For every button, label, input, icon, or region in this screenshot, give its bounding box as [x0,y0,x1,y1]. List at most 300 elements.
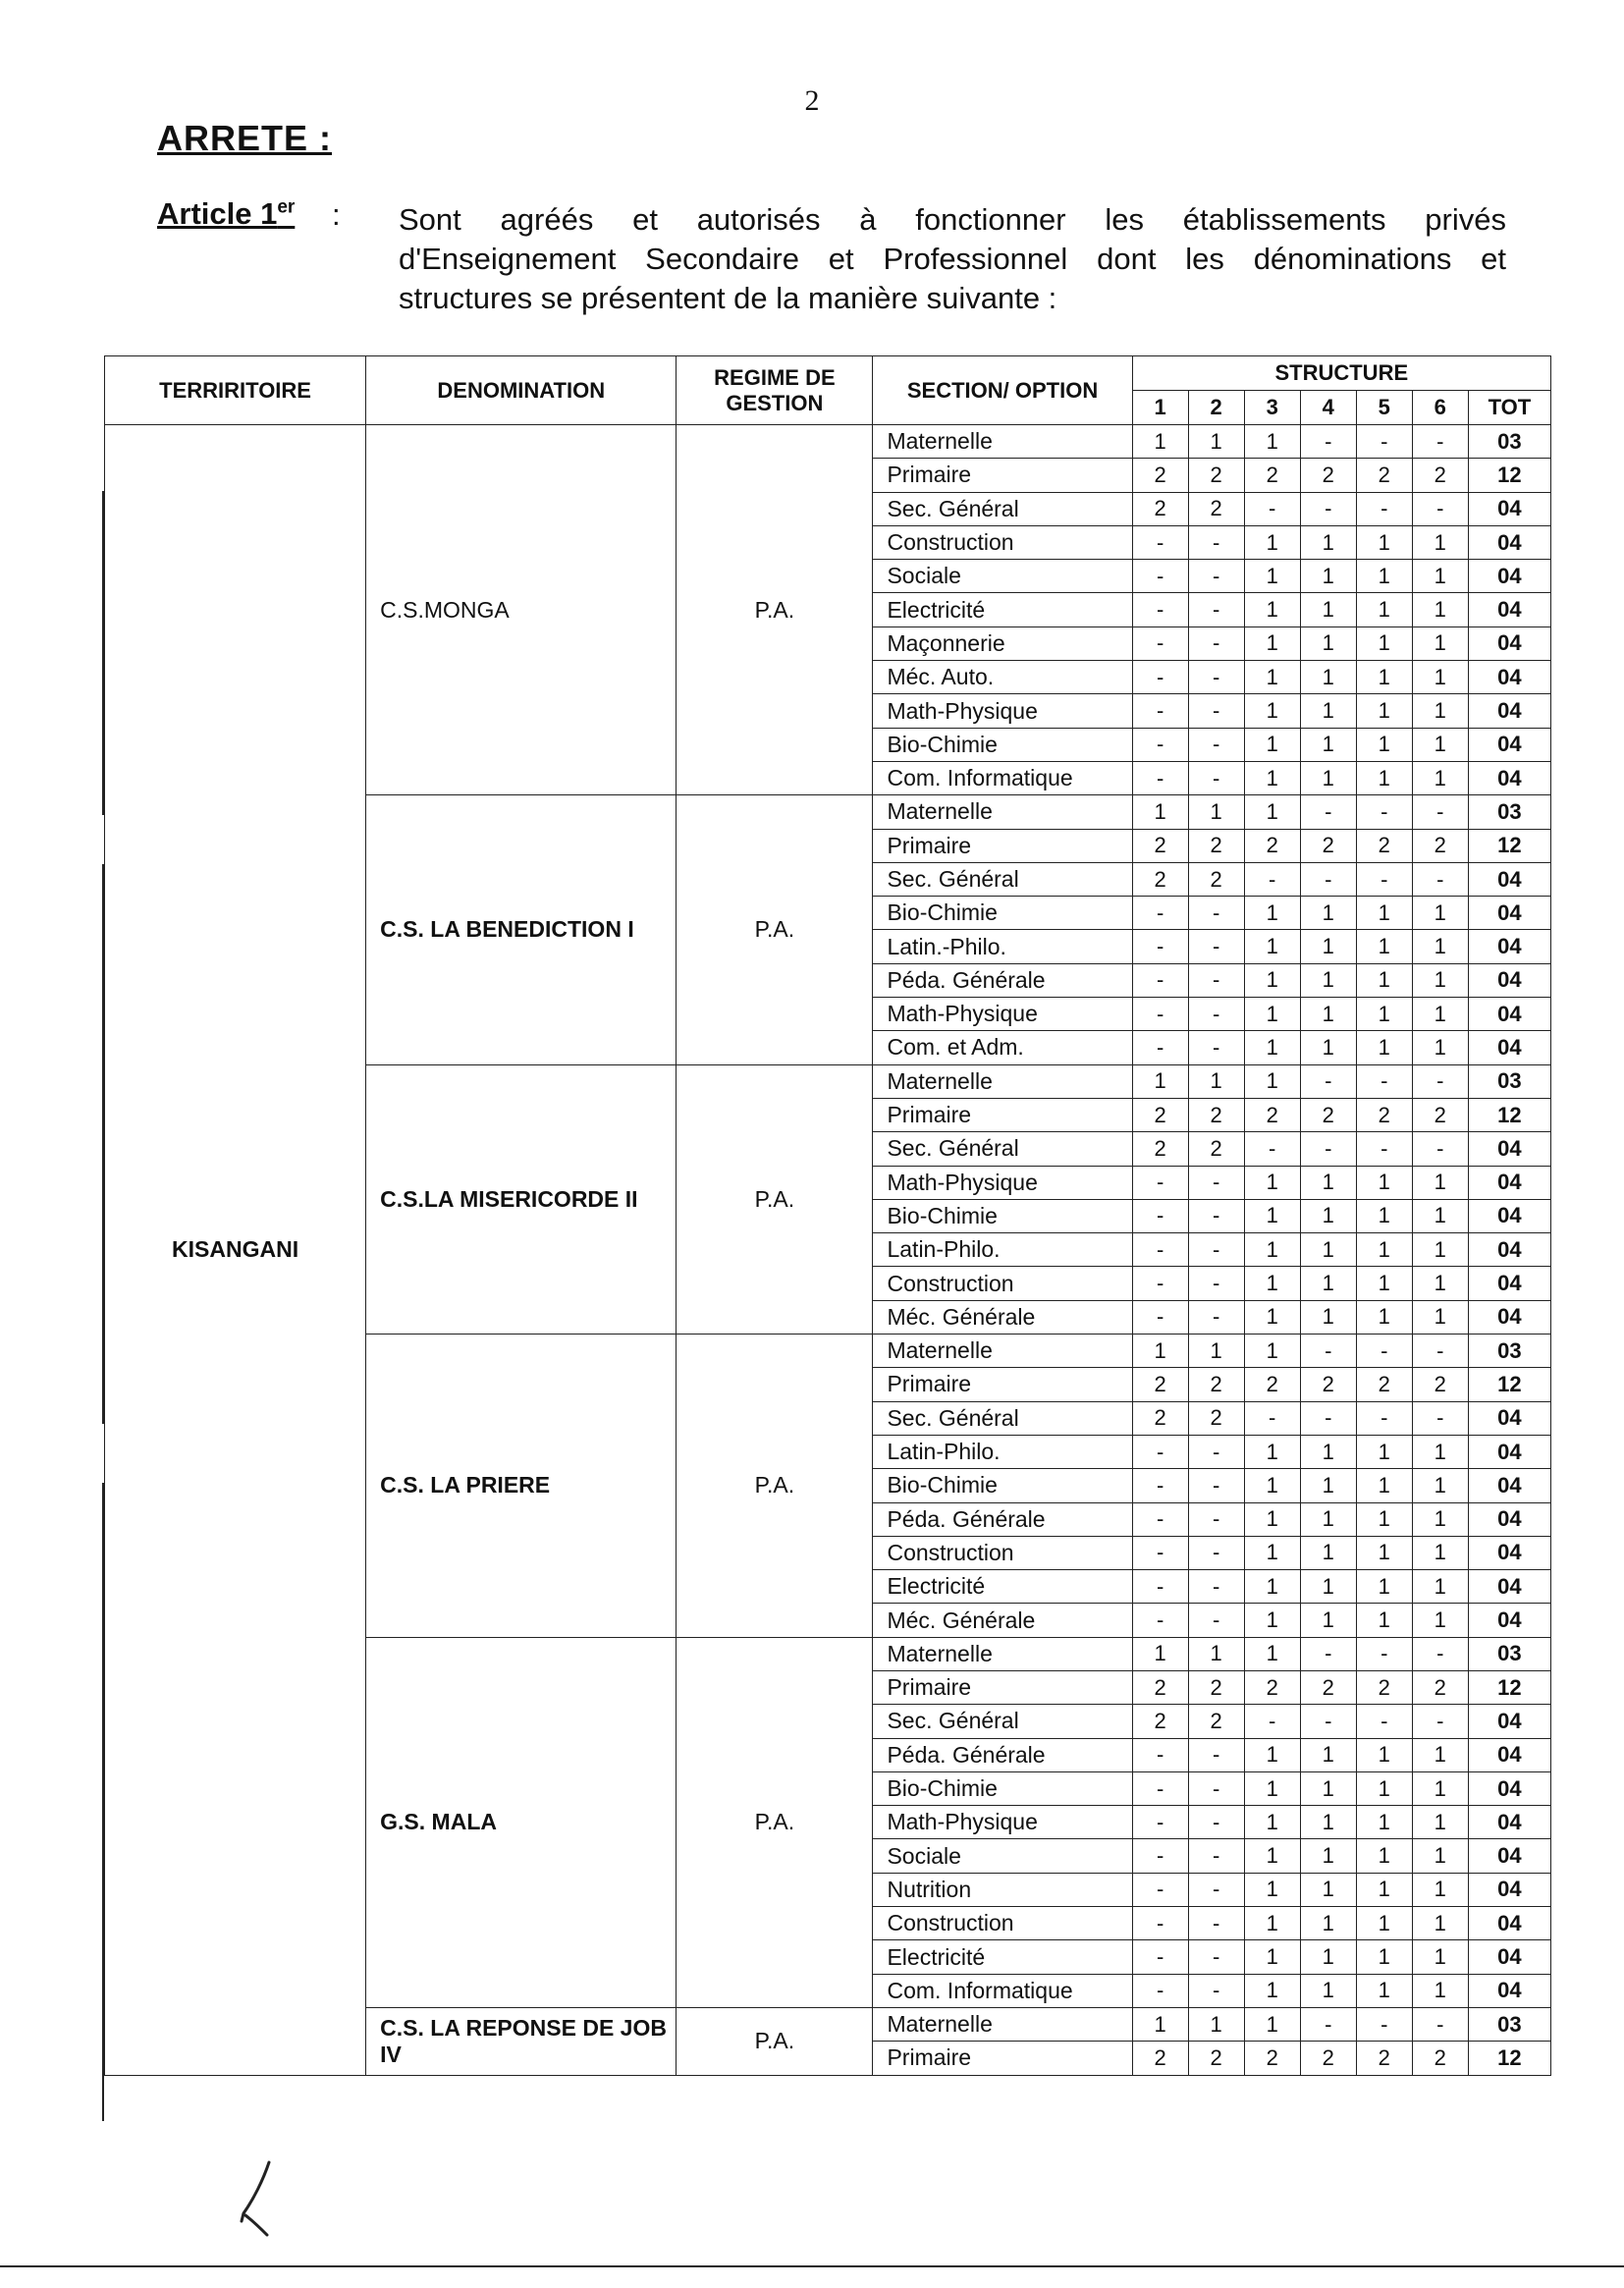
section-cell: Méc. Auto. [873,661,1132,694]
section-cell: Méc. Générale [873,1300,1132,1334]
total-cell: 04 [1468,728,1550,761]
structure-cell-4: 2 [1300,1368,1356,1401]
structure-cell-4: 2 [1300,1098,1356,1131]
article-text-line: Sont agréés et autorisés à fonctionner les établissements privés [399,202,1506,237]
structure-cell-6: 1 [1412,694,1468,728]
section-cell: Maternelle [873,795,1132,829]
structure-cell-6: - [1412,1705,1468,1738]
structure-cell-5: 1 [1356,1771,1412,1805]
structure-cell-3: - [1244,1401,1300,1435]
structure-cell-4: 1 [1300,1199,1356,1232]
structure-cell-4: 1 [1300,897,1356,930]
structure-cell-5: 1 [1356,1502,1412,1536]
total-cell: 12 [1468,1368,1550,1401]
structure-cell-1: 1 [1132,1064,1188,1098]
denomination-cell: G.S. MALA [366,1637,677,2007]
total-cell: 04 [1468,1233,1550,1267]
structure-cell-6: 1 [1412,1233,1468,1267]
structure-cell-2: 2 [1188,1670,1244,1704]
table-row [105,425,1551,459]
structure-cell-2: - [1188,1166,1244,1199]
section-cell: Maternelle [873,1637,1132,1670]
structure-cell-3: - [1244,492,1300,525]
structure-cell-5: 2 [1356,1098,1412,1131]
structure-cell-2: - [1188,1604,1244,1637]
section-cell: Bio-Chimie [873,728,1132,761]
regime-cell: P.A. [677,1637,873,2007]
section-cell: Bio-Chimie [873,897,1132,930]
structure-cell-4: 1 [1300,1974,1356,2007]
article-text [399,200,1506,318]
total-cell: 03 [1468,2007,1550,2041]
total-cell: 04 [1468,593,1550,626]
section-cell: Electricité [873,1940,1132,1974]
total-cell: 04 [1468,1435,1550,1468]
structure-cell-2: 1 [1188,795,1244,829]
structure-cell-2: 2 [1188,829,1244,862]
structure-cell-1: - [1132,1199,1188,1232]
structure-cell-4: 1 [1300,963,1356,997]
article-colon: : [332,197,341,232]
structure-cell-4: - [1300,492,1356,525]
structure-cell-3: 1 [1244,593,1300,626]
structure-cell-4: - [1300,1064,1356,1098]
section-cell: Math-Physique [873,998,1132,1031]
structure-cell-1: - [1132,1974,1188,2007]
structure-cell-4: 1 [1300,1435,1356,1468]
structure-cell-4: 1 [1300,560,1356,593]
total-cell: 12 [1468,2042,1550,2075]
total-cell: 04 [1468,1401,1550,1435]
structure-cell-3: 2 [1244,1098,1300,1131]
structure-cell-5: 2 [1356,829,1412,862]
structure-cell-3: 1 [1244,1974,1300,2007]
section-cell: Com. et Adm. [873,1031,1132,1064]
structure-cell-3: 1 [1244,795,1300,829]
total-cell: 04 [1468,963,1550,997]
structure-cell-6: 1 [1412,525,1468,559]
total-cell: 04 [1468,560,1550,593]
section-cell: Latin-Philo. [873,1233,1132,1267]
total-cell: 04 [1468,1705,1550,1738]
structure-cell-5: - [1356,1705,1412,1738]
structure-cell-3: 1 [1244,728,1300,761]
structure-cell-5: 1 [1356,1974,1412,2007]
structure-cell-2: 2 [1188,1705,1244,1738]
structure-cell-2: - [1188,963,1244,997]
section-cell: Primaire [873,1098,1132,1131]
structure-cell-6: 2 [1412,829,1468,862]
structure-cell-3: 2 [1244,1670,1300,1704]
structure-cell-6: - [1412,2007,1468,2041]
structure-cell-1: - [1132,1570,1188,1604]
section-cell: Com. Informatique [873,1974,1132,2007]
structure-cell-6: - [1412,492,1468,525]
structure-cell-6: 1 [1412,1300,1468,1334]
structure-cell-1: 2 [1132,1098,1188,1131]
structure-cell-3: 1 [1244,2007,1300,2041]
structure-cell-1: - [1132,1435,1188,1468]
structure-cell-6: 1 [1412,1738,1468,1771]
structure-cell-1: - [1132,1806,1188,1839]
structure-cell-1: - [1132,1469,1188,1502]
structure-cell-6: - [1412,1401,1468,1435]
handwritten-initial [234,2158,293,2237]
structure-cell-5: 1 [1356,1469,1412,1502]
structure-cell-4: - [1300,1132,1356,1166]
structure-cell-6: - [1412,1637,1468,1670]
structure-cell-5: - [1356,492,1412,525]
structure-cell-4: 1 [1300,525,1356,559]
structure-cell-3: 1 [1244,425,1300,459]
structure-cell-3: 2 [1244,1368,1300,1401]
structure-cell-5: 1 [1356,1940,1412,1974]
section-cell: Sec. Général [873,492,1132,525]
regime-cell: P.A. [677,1064,873,1334]
structure-cell-1: - [1132,694,1188,728]
structure-cell-6: 1 [1412,1771,1468,1805]
structure-cell-5: 1 [1356,1267,1412,1300]
structure-cell-2: 1 [1188,1335,1244,1368]
total-cell: 12 [1468,1670,1550,1704]
section-cell: Sociale [873,1839,1132,1873]
section-cell: Math-Physique [873,1166,1132,1199]
total-cell: 04 [1468,1907,1550,1940]
structure-cell-5: 1 [1356,560,1412,593]
structure-cell-6: 1 [1412,1435,1468,1468]
structure-cell-2: 1 [1188,425,1244,459]
structure-cell-4: 1 [1300,1469,1356,1502]
header-col-tot: TOT [1468,391,1550,425]
structure-cell-1: - [1132,560,1188,593]
structure-cell-1: - [1132,728,1188,761]
total-cell: 04 [1468,1469,1550,1502]
structure-cell-3: 1 [1244,1300,1300,1334]
structure-cell-6: 2 [1412,2042,1468,2075]
margin-bracket-line [102,491,104,815]
total-cell: 04 [1468,1267,1550,1300]
total-cell: 12 [1468,829,1550,862]
table-body [105,425,1551,2076]
structure-cell-4: 1 [1300,1570,1356,1604]
structure-cell-4: - [1300,1335,1356,1368]
structure-cell-1: - [1132,1031,1188,1064]
structure-cell-3: 1 [1244,897,1300,930]
schools-table [104,355,1551,2076]
structure-cell-6: - [1412,1335,1468,1368]
structure-cell-2: - [1188,897,1244,930]
structure-cell-4: - [1300,795,1356,829]
structure-cell-2: - [1188,1267,1244,1300]
section-cell: Méc. Générale [873,1604,1132,1637]
structure-cell-1: - [1132,1771,1188,1805]
structure-cell-6: 1 [1412,1604,1468,1637]
structure-cell-4: 1 [1300,1907,1356,1940]
header-regime: REGIME DE GESTION [677,356,873,425]
section-cell: Construction [873,1536,1132,1569]
structure-cell-1: - [1132,661,1188,694]
article-text-line: d'Enseignement Secondaire et Professionnel dont les dénominations et [399,242,1506,276]
total-cell: 03 [1468,425,1550,459]
structure-cell-4: 1 [1300,728,1356,761]
structure-cell-6: 1 [1412,1469,1468,1502]
header-denomination: DENOMINATION [366,356,677,425]
structure-cell-1: 1 [1132,1637,1188,1670]
structure-cell-5: 1 [1356,525,1412,559]
total-cell: 04 [1468,1031,1550,1064]
header-col-6: 6 [1412,391,1468,425]
section-cell: Péda. Générale [873,963,1132,997]
structure-cell-2: - [1188,1199,1244,1232]
structure-cell-5: 1 [1356,963,1412,997]
structure-cell-1: - [1132,1604,1188,1637]
structure-cell-2: - [1188,1806,1244,1839]
total-cell: 03 [1468,1064,1550,1098]
structure-cell-3: 1 [1244,1031,1300,1064]
structure-cell-2: - [1188,1300,1244,1334]
structure-cell-5: 1 [1356,1031,1412,1064]
structure-cell-6: 1 [1412,930,1468,963]
structure-cell-6: 1 [1412,1974,1468,2007]
structure-cell-4: - [1300,862,1356,896]
structure-cell-3: 1 [1244,761,1300,794]
structure-cell-2: 2 [1188,492,1244,525]
structure-cell-4: 2 [1300,459,1356,492]
section-cell: Primaire [873,2042,1132,2075]
structure-cell-1: - [1132,1873,1188,1906]
structure-cell-6: - [1412,795,1468,829]
total-cell: 04 [1468,862,1550,896]
structure-cell-2: - [1188,593,1244,626]
structure-cell-6: 1 [1412,1536,1468,1569]
structure-cell-3: 1 [1244,560,1300,593]
structure-cell-4: 1 [1300,694,1356,728]
structure-cell-6: 1 [1412,963,1468,997]
structure-cell-3: 1 [1244,1637,1300,1670]
structure-cell-3: 1 [1244,525,1300,559]
structure-cell-5: 1 [1356,1839,1412,1873]
article-label-text: Article 1 [157,196,278,231]
section-cell: Electricité [873,593,1132,626]
structure-cell-3: - [1244,1132,1300,1166]
structure-cell-2: - [1188,1839,1244,1873]
structure-cell-3: 1 [1244,998,1300,1031]
page-heading: ARRETE : [157,118,332,158]
structure-cell-5: 1 [1356,1166,1412,1199]
margin-bracket-line [102,864,104,1424]
structure-cell-3: 1 [1244,694,1300,728]
denomination-cell: C.S.LA MISERICORDE II [366,1064,677,1334]
structure-cell-4: - [1300,2007,1356,2041]
structure-cell-3: 1 [1244,1570,1300,1604]
structure-cell-1: - [1132,1536,1188,1569]
structure-cell-1: 2 [1132,1368,1188,1401]
section-cell: Maternelle [873,1335,1132,1368]
structure-cell-6: - [1412,862,1468,896]
structure-cell-6: 1 [1412,560,1468,593]
structure-cell-4: 1 [1300,1806,1356,1839]
structure-cell-3: 1 [1244,1335,1300,1368]
total-cell: 04 [1468,1132,1550,1166]
structure-cell-4: - [1300,425,1356,459]
structure-cell-4: 2 [1300,1670,1356,1704]
structure-cell-5: - [1356,425,1412,459]
structure-cell-2: - [1188,728,1244,761]
structure-cell-5: 2 [1356,2042,1412,2075]
total-cell: 04 [1468,525,1550,559]
regime-cell: P.A. [677,795,873,1064]
structure-cell-5: 1 [1356,1233,1412,1267]
header-col-1: 1 [1132,391,1188,425]
total-cell: 04 [1468,761,1550,794]
structure-cell-5: 1 [1356,1300,1412,1334]
structure-cell-3: 2 [1244,2042,1300,2075]
structure-cell-2: 2 [1188,2042,1244,2075]
structure-cell-2: - [1188,661,1244,694]
structure-cell-5: 1 [1356,1806,1412,1839]
structure-cell-3: 1 [1244,1907,1300,1940]
structure-cell-1: - [1132,897,1188,930]
section-cell: Maternelle [873,1064,1132,1098]
structure-cell-1: 2 [1132,492,1188,525]
header-territoire: TERRIRITOIRE [105,356,366,425]
structure-cell-2: - [1188,1738,1244,1771]
structure-cell-1: 2 [1132,829,1188,862]
structure-cell-5: 1 [1356,661,1412,694]
footer-rule [0,2265,1624,2267]
structure-cell-5: - [1356,795,1412,829]
structure-cell-2: - [1188,1940,1244,1974]
structure-cell-1: - [1132,1267,1188,1300]
structure-cell-4: 1 [1300,1031,1356,1064]
structure-cell-5: 1 [1356,593,1412,626]
structure-cell-4: 1 [1300,626,1356,660]
territoire-cell: KISANGANI [105,425,366,2076]
structure-cell-3: 1 [1244,1940,1300,1974]
structure-cell-1: - [1132,1166,1188,1199]
structure-cell-4: 1 [1300,1233,1356,1267]
structure-cell-4: 1 [1300,1300,1356,1334]
structure-cell-2: - [1188,1536,1244,1569]
structure-cell-3: 1 [1244,1604,1300,1637]
structure-cell-1: 2 [1132,1670,1188,1704]
structure-cell-2: 2 [1188,1098,1244,1131]
structure-cell-4: 1 [1300,930,1356,963]
structure-cell-3: 1 [1244,1502,1300,1536]
structure-cell-2: 1 [1188,1637,1244,1670]
structure-cell-5: 1 [1356,1435,1412,1468]
section-cell: Math-Physique [873,1806,1132,1839]
structure-cell-5: 1 [1356,1738,1412,1771]
structure-cell-4: 1 [1300,1536,1356,1569]
section-cell: Bio-Chimie [873,1771,1132,1805]
page-number: 2 [804,84,820,117]
structure-cell-2: - [1188,1771,1244,1805]
total-cell: 04 [1468,1604,1550,1637]
structure-cell-6: 1 [1412,1940,1468,1974]
structure-cell-3: - [1244,862,1300,896]
structure-cell-3: 1 [1244,1738,1300,1771]
section-cell: Latin.-Philo. [873,930,1132,963]
structure-cell-5: 2 [1356,1368,1412,1401]
structure-cell-1: - [1132,525,1188,559]
structure-cell-6: 1 [1412,593,1468,626]
denomination-cell: C.S. LA BENEDICTION I [366,795,677,1064]
structure-cell-5: 1 [1356,1604,1412,1637]
denomination-cell: C.S. LA REPONSE DE JOB IV [366,2007,677,2075]
section-cell: Nutrition [873,1873,1132,1906]
structure-cell-5: 1 [1356,998,1412,1031]
structure-cell-6: 1 [1412,1570,1468,1604]
article-text-line: structures se présentent de la manière suivante : [399,281,1057,315]
structure-cell-5: 1 [1356,1570,1412,1604]
section-cell: Primaire [873,1670,1132,1704]
total-cell: 04 [1468,1199,1550,1232]
structure-cell-4: - [1300,1705,1356,1738]
structure-cell-1: - [1132,1839,1188,1873]
structure-cell-4: 1 [1300,761,1356,794]
structure-cell-4: 1 [1300,1604,1356,1637]
structure-cell-1: - [1132,963,1188,997]
section-cell: Primaire [873,829,1132,862]
structure-cell-3: 1 [1244,1536,1300,1569]
structure-cell-5: 1 [1356,1907,1412,1940]
structure-cell-3: 1 [1244,1469,1300,1502]
structure-cell-1: - [1132,1502,1188,1536]
structure-cell-6: 1 [1412,1839,1468,1873]
total-cell: 04 [1468,1940,1550,1974]
total-cell: 04 [1468,626,1550,660]
structure-cell-4: 2 [1300,829,1356,862]
total-cell: 04 [1468,998,1550,1031]
total-cell: 12 [1468,459,1550,492]
structure-cell-1: 2 [1132,1705,1188,1738]
structure-cell-2: 2 [1188,459,1244,492]
structure-cell-6: 1 [1412,626,1468,660]
structure-cell-1: - [1132,1907,1188,1940]
structure-cell-5: 1 [1356,897,1412,930]
structure-cell-6: 2 [1412,1670,1468,1704]
structure-cell-3: 1 [1244,1166,1300,1199]
section-cell: Péda. Générale [873,1502,1132,1536]
structure-cell-2: 1 [1188,2007,1244,2041]
structure-cell-5: 1 [1356,728,1412,761]
section-cell: Maçonnerie [873,626,1132,660]
article-label-sup: er [277,196,296,218]
structure-cell-4: 1 [1300,1940,1356,1974]
section-cell: Electricité [873,1570,1132,1604]
structure-cell-3: 1 [1244,1806,1300,1839]
structure-cell-3: 1 [1244,661,1300,694]
structure-cell-6: 1 [1412,1502,1468,1536]
section-cell: Latin-Philo. [873,1435,1132,1468]
structure-cell-3: 2 [1244,829,1300,862]
structure-cell-4: 1 [1300,1873,1356,1906]
structure-cell-2: - [1188,998,1244,1031]
structure-cell-6: 2 [1412,1368,1468,1401]
structure-cell-2: - [1188,1873,1244,1906]
structure-cell-6: 1 [1412,1806,1468,1839]
structure-cell-1: - [1132,1300,1188,1334]
structure-cell-5: 1 [1356,694,1412,728]
structure-cell-5: - [1356,2007,1412,2041]
total-cell: 04 [1468,694,1550,728]
total-cell: 04 [1468,1873,1550,1906]
total-cell: 04 [1468,930,1550,963]
structure-cell-5: 1 [1356,761,1412,794]
structure-cell-6: 1 [1412,897,1468,930]
structure-cell-2: - [1188,1435,1244,1468]
